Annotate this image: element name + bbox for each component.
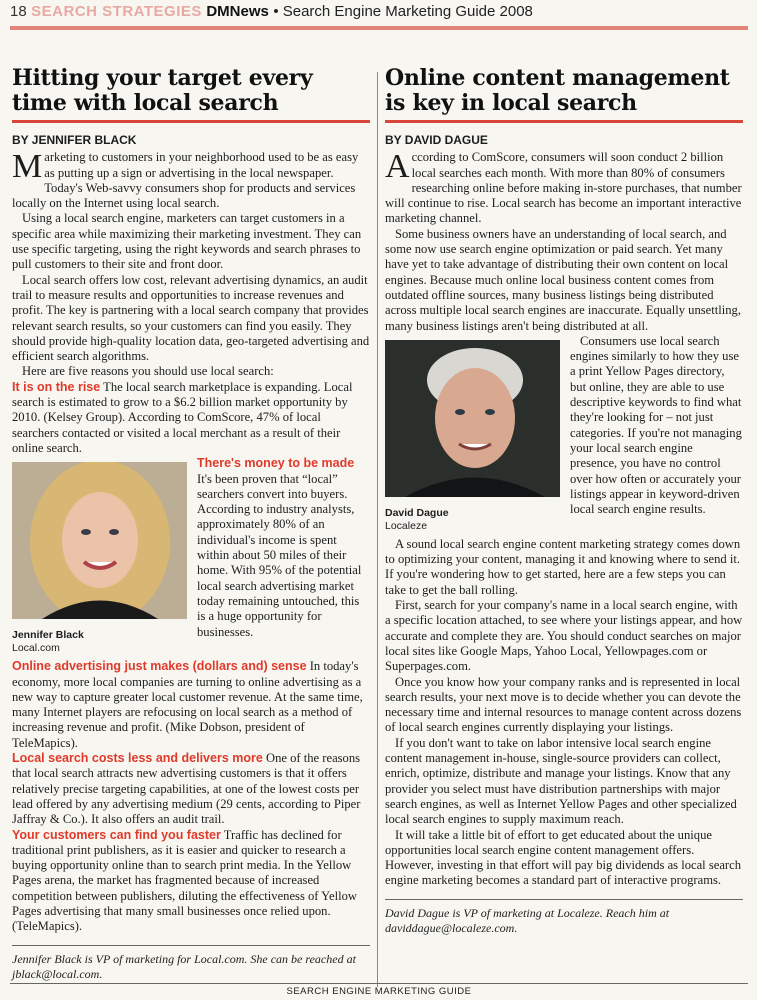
right-photo-company: Localeze: [385, 519, 428, 532]
right-dropcap: A: [385, 148, 410, 186]
right-para-5: First, search for your company's name in a local search engine, with a specific location attached, to see where your listings appear, and how accurate and complete they are. You should conduct searches on major local sites like Google Maps, Yahoo Local, Yellowpages.com or Superpages.com.: [385, 598, 743, 674]
left-section-rise: It is on the rise The local search marketplace is expanding. Local search is estimated to grow to a $6.2 billion market opportunity by 2010. (Kelsey Group). According to ComScore, 47% of local searchers contacted or visited a local merchant as a result of their online search.: [12, 379, 353, 455]
right-article: [385, 38, 743, 936]
guide-title: • Search Engine Marketing Guide 2008: [273, 3, 533, 20]
left-section-online-ad: Online advertising just makes (dollars and) sense In today's economy, more local companies are turning to online advertising as a new way to capture greater local customer revenue. At the same time, many Internet players are refocusing on local search as a method of increasing revenue and profit. (Mike Dobson, president of TeleMapics).: [12, 659, 363, 750]
right-photo-figure: [385, 340, 560, 533]
right-para-1: According to ComScore, consumers will soon conduct 2 billion local searches each month. With more than 80% of consumers researching online before making in-store purchases, that number will continue to rise. Local search has become an important interactive marketing channel.: [385, 148, 742, 226]
david-dague-photo: [385, 340, 560, 497]
right-para-7: If you don't want to take on labor intensive local search engine content management in-house, single-source providers can collect, enrich, optimize, distribute and manage your listings. Know that any provider you select must have distribution partnerships with major search engines, as well as Internet Yellow Pages and other specialized local search engines to supply maximum reach.: [385, 735, 737, 827]
right-article-title: Online content management is key in local search: [385, 65, 730, 116]
right-para-8: It will take a little bit of effort to get educated about the unique opportunities local search engine content management offers. However, investing in that effort will pay big dividends as local search engine marketing becomes a standard part of interactive programs.: [385, 827, 741, 888]
left-section-faster: Your customers can find you faster Traffic has declined for traditional print publishers, as it is easier and quicker to research a buying opportunity online than to search print media. In the Yellow Pages arena, the market has fragmented because of increased competition between publishers, diluting the effectiveness of Yellow Pages advertising that many small businesses once relied upon. (TeleMapics).: [12, 827, 357, 934]
section-label: SEARCH STRATEGIES: [31, 3, 202, 20]
left-figure-block: [12, 456, 370, 659]
left-section-money: There's money to be made It's been proven that “local” searchers convert into buyers. According to industry analysts, approximately 80% of an individual's income is spent within about 50 miles of their home. With 95% of the potential local search advertising market today remaining untouched, this is a huge opportunity for businesses.: [197, 456, 362, 639]
left-byline: BY JENNIFER BLACK: [12, 133, 137, 147]
jennifer-black-photo: [12, 462, 187, 619]
left-dropcap: M: [12, 148, 43, 186]
subhead-money: There's money to be made: [197, 456, 355, 471]
left-photo-company: Local.com: [12, 642, 60, 655]
right-figure-block: [385, 334, 743, 537]
left-bio-rule: [12, 945, 370, 946]
left-photo-caption: [12, 629, 187, 655]
left-photo-name: Jennifer Black: [12, 629, 84, 642]
left-para-4: Here are five reasons you should use local search:: [22, 364, 274, 379]
right-bio-rule: [385, 899, 743, 900]
left-para-2: Using a local search engine, marketers can target customers in a specific area while maximizing their marketing investment. They can use specific targeting, using the right keywords and search phrases to pull customers to their site and front door.: [12, 211, 362, 272]
page-footer: SEARCH ENGINE MARKETING GUIDE: [10, 983, 748, 1000]
left-para-3: Local search offers low cost, relevant advertising dynamics, an audit trail to measure results and opportunities to increase revenues and profit. The key is partnering with a local search company that provides relevant search results, so your customers can find you easily. They should provide high-quality location data, geo-targeted advertising and efficient search algorithms.: [12, 272, 370, 364]
left-title-rule: [12, 120, 370, 123]
header-rule: [10, 26, 748, 30]
left-author-bio: Jennifer Black is VP of marketing for Local.com. She can be reached at jblack@local.com.: [12, 951, 356, 981]
subhead-rise: It is on the rise: [12, 379, 101, 394]
right-para-6: Once you know how your company ranks and is represented in local search results, your next move is to decide whether you can devote the necessary time and internal resources to manage content across dozens of local search engines currently displaying your listings.: [385, 674, 742, 735]
right-byline: BY DAVID DAGUE: [385, 133, 488, 147]
right-para-2: Some business owners have an understanding of local search, and some now use search engine optimization or paid search. Yet many have yet to take advantage of distributing their own content on local engines. Because much online local business content comes from outdated offline sources, many business listings being distributed across multiple local search engines are inaccurate. Equally unsettling, many business listings aren't being distributed at all.: [385, 226, 741, 333]
right-photo-caption: [385, 507, 560, 533]
page-number: 18: [10, 3, 27, 20]
publication-name: DMNews: [206, 3, 269, 20]
right-para-4: A sound local search engine content marketing strategy comes down to optimizing your content, managing it and knowing where to send it. If you're wondering how to get started, here are a few steps you can take to get the ball rolling.: [385, 536, 741, 597]
page-header: [10, 3, 750, 27]
right-para-3: Consumers use local search engines similarly to how they use a print Yellow Pages directory, but online, they are able to use descriptive keywords to find what they're looking for – not just categories. If you're not managing your local search engine presence, you have no control over how often or accurately your listings appear in keyword-driven local search engine results.: [570, 333, 742, 517]
left-article: [12, 38, 370, 982]
left-photo-figure: [12, 462, 187, 655]
left-article-title: Hitting your target every time with local search: [12, 65, 313, 116]
left-para-1: Marketing to customers in your neighborhood used to be as easy as putting up a sign or advertising in the local newspaper. Today's Web-savvy consumers shop for products and services locally on the Internet using local search.: [12, 148, 359, 211]
right-photo-name: David Dague: [385, 506, 449, 519]
column-divider: [377, 72, 378, 987]
subhead-costs: Local search costs less and delivers more: [12, 751, 263, 766]
left-section-costs: Local search costs less and delivers more One of the reasons that local search attracts new advertising customers is that it offers relatively precise targeting capabilities, at one of the lowest costs per lead offered by any advertising medium (29 cents, according to Piper Jaffray & Co.). It also offers an audit trail.: [12, 751, 361, 827]
right-author-bio: David Dague is VP of marketing at Localeze. Reach him at daviddague@localeze.com.: [385, 905, 670, 935]
subhead-faster: Your customers can find you faster: [12, 827, 221, 842]
subhead-online-ad: Online advertising just makes (dollars and) sense: [12, 659, 307, 674]
right-title-rule: [385, 120, 743, 123]
